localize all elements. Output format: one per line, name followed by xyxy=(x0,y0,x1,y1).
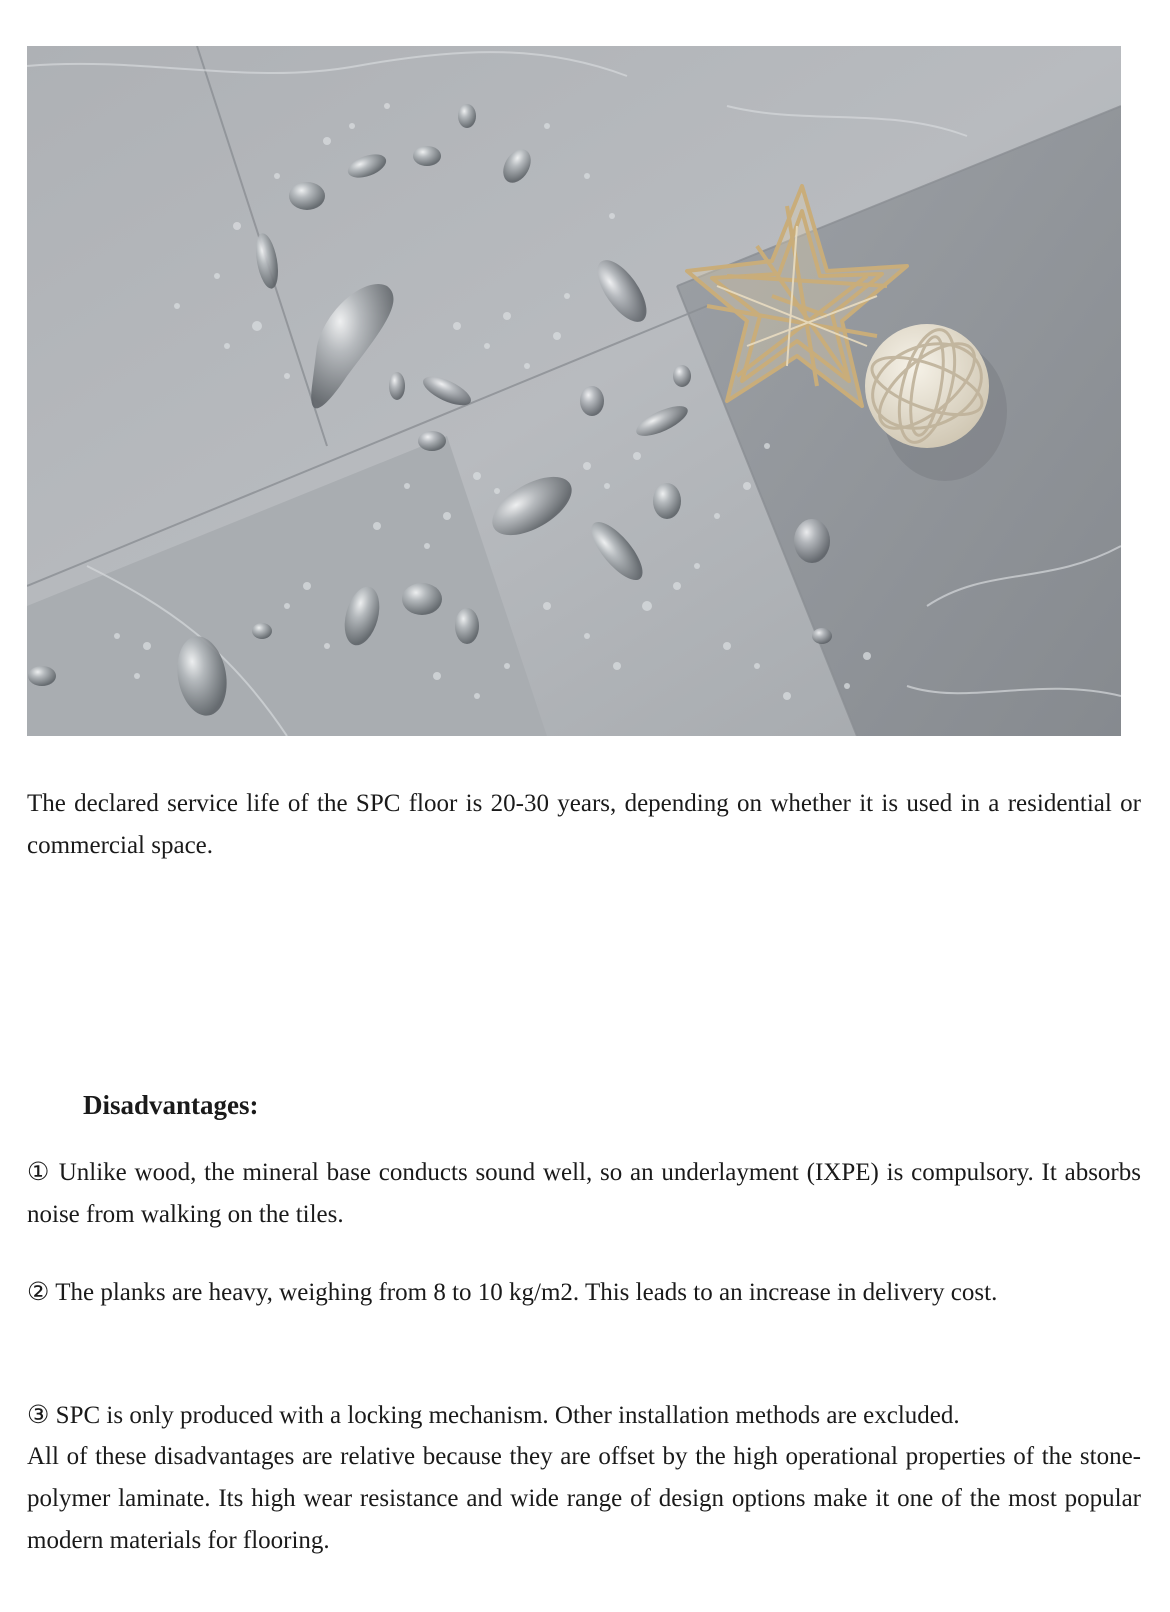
disadvantages-heading: Disadvantages: xyxy=(83,1090,259,1120)
photo-icon xyxy=(27,46,1121,736)
intro-paragraph: The declared service life of the SPC floor is 20-30 years, depending on whether it is used in a residential or commercial space. xyxy=(27,790,1141,859)
disadvantage-item-2: ② The planks are heavy, weighing from 8 to 10 kg/m2. This leads to an increase in delivery cost. xyxy=(27,1279,998,1306)
disadvantage-item-3: ③ SPC is only produced with a locking mechanism. Other installation methods are excluded. xyxy=(27,1402,960,1429)
disadvantage-item-1: ① Unlike wood, the mineral base conducts sound well, so an underlayment (IXPE) is compulsory. It absorbs noise from walking on the tiles. xyxy=(27,1159,1141,1228)
conclusion-paragraph: All of these disadvantages are relative because they are offset by the high operational properties of the stone-polymer laminate. Its high wear resistance and wide range of design options make it one of the most popular modern materials for flooring. xyxy=(27,1443,1141,1554)
hero-image xyxy=(27,46,1121,736)
